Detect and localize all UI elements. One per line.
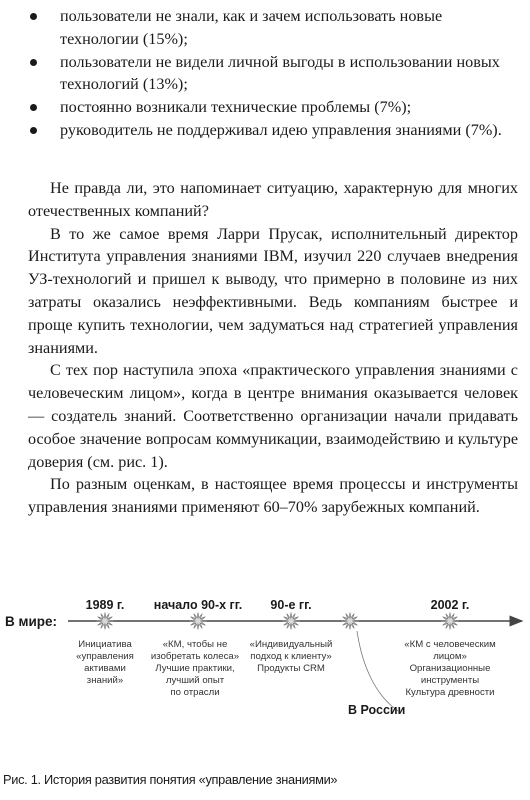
description-line: Организационные bbox=[409, 663, 491, 674]
description-line: активами bbox=[84, 663, 126, 674]
bullet-text: пользователи не знали, как и зачем использовать новые технологии (15%); bbox=[60, 7, 443, 48]
bullet-dot-icon bbox=[30, 59, 37, 66]
milestone-year: начало 90-х гг. bbox=[153, 598, 243, 612]
figure-caption: Рис. 1. История развития понятия «управление знаниями» bbox=[3, 772, 338, 787]
body-text bbox=[28, 177, 518, 519]
milestone-description bbox=[236, 639, 346, 675]
description-line: лицом» bbox=[433, 651, 467, 662]
world-label: В мире: bbox=[5, 614, 58, 629]
description-line: «управления bbox=[76, 651, 134, 662]
description-line: Лучшие практики, bbox=[155, 663, 235, 674]
bullet-item bbox=[28, 119, 518, 142]
description-line: Культура древности bbox=[405, 687, 495, 698]
description-line: «КМ, чтобы не bbox=[162, 639, 228, 650]
description-line: по отрасли bbox=[170, 687, 220, 698]
description-line: «КМ с человеческим bbox=[404, 639, 496, 650]
starburst-icon bbox=[342, 613, 359, 630]
description-line: знаний» bbox=[86, 675, 124, 686]
bullet-list bbox=[28, 5, 518, 142]
bullet-text: руководитель не поддерживал идею управления знаниями (7%). bbox=[60, 120, 502, 139]
bullet-item bbox=[28, 5, 518, 51]
paragraph: По разным оценкам, в настоящее время процессы и инструменты управления знаниями применяют 60–70% зарубежных компаний. bbox=[28, 475, 518, 517]
bullet-text: постоянно возникали технические проблемы (7%); bbox=[60, 98, 412, 117]
description-line: Инициатива bbox=[78, 639, 132, 650]
russia-label: В России bbox=[348, 703, 406, 717]
starburst-icon bbox=[97, 613, 114, 630]
bullet-dot-icon bbox=[30, 13, 37, 20]
bullet-text: пользователи не видели личной выгоды в использовании новых технологий (13%); bbox=[60, 52, 500, 94]
starburst-icon bbox=[442, 613, 459, 630]
paragraph: С тех пор наступила эпоха «практического управления знаниями с человеческим лицом», когда в центре внимания оказывается человек — создатель знаний. Соответственно организации начали придавать особое значение вопросам коммуникации, взаимодействию и культуре доверия (см. рис. 1). bbox=[28, 361, 518, 471]
description-line: «Индивидуальный bbox=[249, 639, 333, 650]
description-line: Продукты CRM bbox=[257, 663, 325, 674]
timeline-figure bbox=[0, 585, 530, 785]
bullet-dot-icon bbox=[30, 127, 37, 134]
paragraph: Не правда ли, это напоминает ситуацию, характерную для многих отечественных компаний? bbox=[28, 179, 518, 220]
milestone-year: 2002 г. bbox=[430, 598, 470, 612]
bullet-item bbox=[28, 51, 518, 97]
milestone-year: 1989 г. bbox=[85, 598, 125, 612]
bullet-item bbox=[28, 96, 518, 119]
milestone-description bbox=[140, 639, 250, 699]
starburst-icon bbox=[190, 613, 207, 630]
starburst-icon bbox=[283, 613, 300, 630]
milestone-description bbox=[390, 639, 510, 699]
bullet-dot-icon bbox=[30, 104, 37, 111]
description-line: инструменты bbox=[420, 675, 480, 686]
description-line: изобретать колеса» bbox=[150, 651, 240, 662]
description-line: лучший опыт bbox=[165, 675, 225, 686]
milestone-year: 90-е гг. bbox=[270, 598, 312, 612]
description-line: подход к клиенту» bbox=[250, 651, 332, 662]
paragraph: В то же самое время Ларри Прусак, исполнительный директор Института управления знаниями IBM, изучил 220 случаев внедрения УЗ-технологий и пришел к выводу, что примерно в половине из них затраты оказались неэффективными. Ведь компаниям быстрее и проще купить технологии, чем задуматься над стратегией управления знаниями. bbox=[28, 224, 518, 357]
